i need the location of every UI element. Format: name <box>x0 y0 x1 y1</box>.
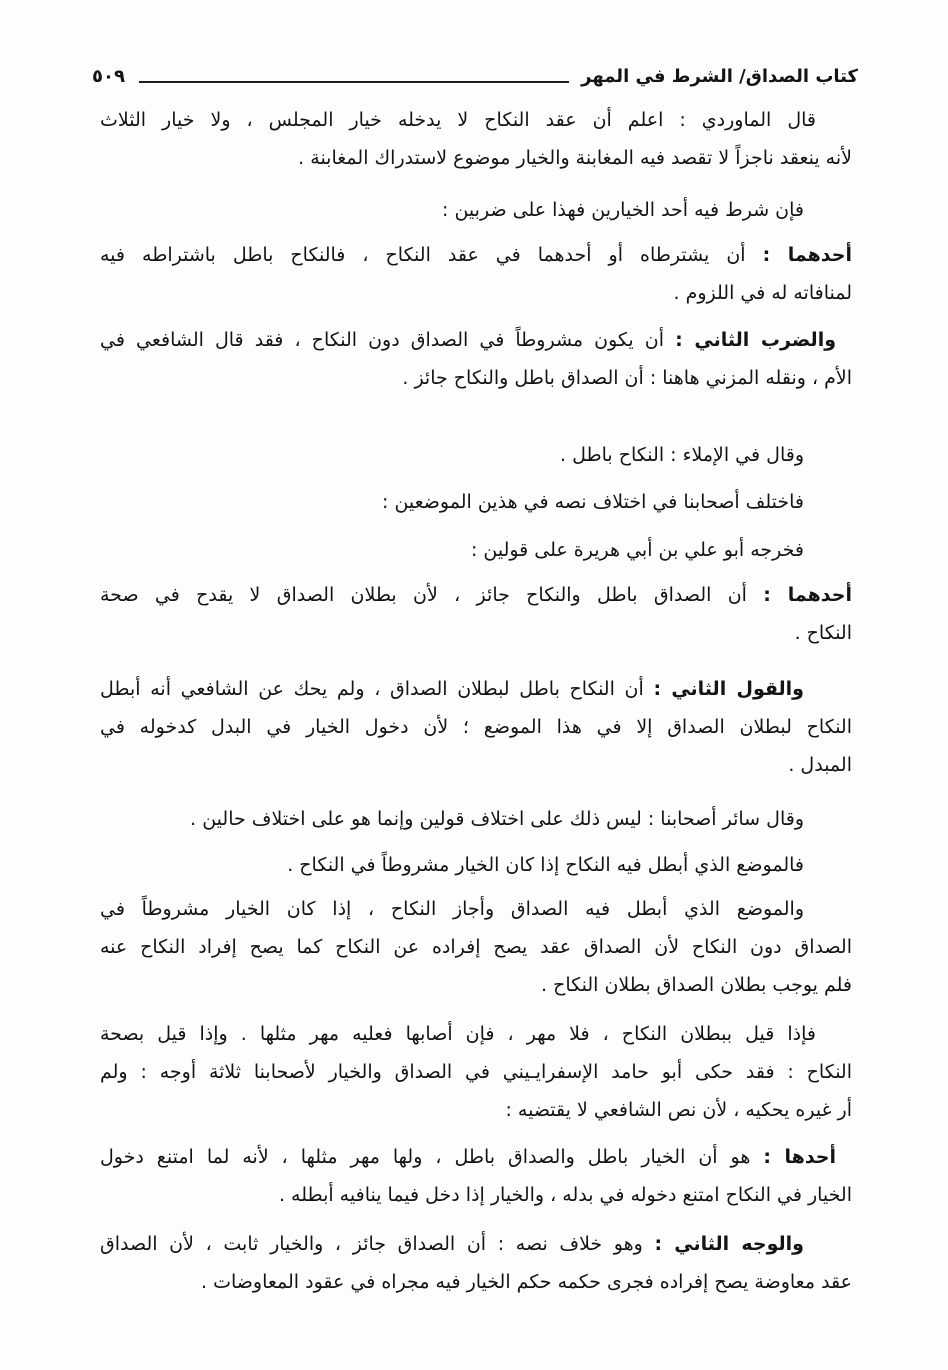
paragraph-lead-term: والضرب الثاني : <box>675 329 837 351</box>
text-line: النكاح لبطلان الصداق إلا في هذا الموضع ؛ لأن دخول الخيار في البدل كدخوله في <box>100 716 852 738</box>
header-rule <box>139 81 569 83</box>
paragraph <box>100 436 852 474</box>
text-line: لأنه ينعقد ناجزاً لا تقصد فيه المغابنة والخيار موضوع لاستدراك المغابنة . <box>298 147 852 169</box>
text-line: وقال في الإملاء : النكاح باطل . <box>560 444 804 466</box>
text-line <box>100 576 852 614</box>
text-line-content: أن يكون مشروطاً في الصداق دون النكاح ، فقد قال الشافعي في <box>100 329 665 351</box>
text-line: النكاح . <box>794 622 852 644</box>
text-line <box>100 321 852 359</box>
text-line: فإن شرط فيه أحد الخيارين فهذا على ضربين : <box>442 199 804 221</box>
text-line-content: هو أن الخيار باطل والصداق باطل ، ولها مهر مثلها ، لأنه لما امتنع دخول <box>100 1146 751 1168</box>
text-line: فخرجه أبو علي بن أبي هريرة على قولين : <box>470 539 804 561</box>
text-line-content: وهو خلاف نصه : أن الصداق جائز ، والخيار ثابت ، لأن الصداق <box>100 1233 643 1255</box>
paragraph <box>100 236 852 312</box>
text-line <box>100 1138 852 1176</box>
text-line-content: أن يشترطاه أو أحدهما في عقد النكاح ، فالنكاح باطل باشتراطه فيه <box>100 244 746 266</box>
text-line <box>100 670 852 708</box>
text-line: عقد معاوضة يصح إفراده فجرى حكمه حكم الخيار فيه مجراه في عقود المعاوضات . <box>201 1271 852 1293</box>
paragraph-lead-term: أحدهما : <box>762 244 852 266</box>
text-line: أر غيره يحكيه ، لأن نص الشافعي لا يقتضيه : <box>505 1099 852 1121</box>
paragraph <box>100 191 852 229</box>
text-line: الأم ، ونقله المزني هاهنا : أن الصداق باطل والنكاح جائز . <box>402 367 852 389</box>
paragraph <box>100 101 852 177</box>
text-line-content: أن النكاح باطل لبطلان الصداق ، ولم يحك عن الشافعي أنه أبطل <box>100 678 644 700</box>
running-title: كتاب الصداق/ الشرط في المهر <box>581 65 858 87</box>
text-line: فإذا قيل ببطلان النكاح ، فلا مهر ، فإن أصابها فعليه مهر مثلها . وإذا قيل بصحة <box>100 1023 816 1045</box>
text-line <box>100 236 852 274</box>
text-line: الخيار في النكاح امتنع دخوله في بدله ، والخيار إذا دخل فيما ينافيه أبطله . <box>278 1184 852 1206</box>
text-line: لمنافاته له في اللزوم . <box>673 282 852 304</box>
text-line: فلم يوجب بطلان الصداق بطلان النكاح . <box>540 974 852 996</box>
text-line: قال الماوردي : اعلم أن عقد النكاح لا يدخله خيار المجلس ، ولا خيار الثلاث <box>100 109 816 131</box>
page-number: ٥٠٩ <box>92 65 125 87</box>
paragraph <box>100 531 852 569</box>
running-header <box>92 60 858 92</box>
text-line: فالموضع الذي أبطل فيه النكاح إذا كان الخيار مشروطاً في النكاح . <box>287 854 804 876</box>
text-line: المبدل . <box>788 754 852 776</box>
paragraph <box>100 800 852 838</box>
body-text <box>100 101 852 1301</box>
paragraph-lead-term: أحدهما : <box>763 584 852 606</box>
text-line-content: أن الصداق باطل والنكاح جائز ، لأن بطلان الصداق لا يقدح في صحة <box>100 584 747 606</box>
paragraph <box>100 670 852 784</box>
paragraph <box>100 483 852 521</box>
text-line: الصداق دون النكاح لأن الصداق عقد يصح إفراده عن النكاح كما يصح إفراد النكاح عنه <box>100 936 852 958</box>
paragraph <box>100 846 852 884</box>
text-line <box>100 1225 852 1263</box>
paragraph <box>100 1015 852 1129</box>
paragraph-lead-term: والوجه الثاني : <box>654 1233 804 1255</box>
text-line: وقال سائر أصحابنا : ليس ذلك على اختلاف قولين وإنما هو على اختلاف حالين . <box>190 808 804 830</box>
paragraph <box>100 1138 852 1214</box>
paragraph <box>100 576 852 652</box>
text-line: والموضع الذي أبطل فيه الصداق وأجاز النكاح ، إذا كان الخيار مشروطاً في <box>100 898 804 920</box>
paragraph-lead-term: أحدها : <box>763 1146 837 1168</box>
text-line: النكاح : فقد حكى أبو حامد الإسفرايـيني في الصداق والخيار لأصحابنا ثلاثة أوجه : ولم <box>100 1061 852 1083</box>
paragraph-lead-term: والقول الثاني : <box>653 678 804 700</box>
text-line: فاختلف أصحابنا في اختلاف نصه في هذين الموضعين : <box>382 491 804 513</box>
paragraph <box>100 890 852 1004</box>
paragraph <box>100 321 852 397</box>
paragraph <box>100 1225 852 1301</box>
